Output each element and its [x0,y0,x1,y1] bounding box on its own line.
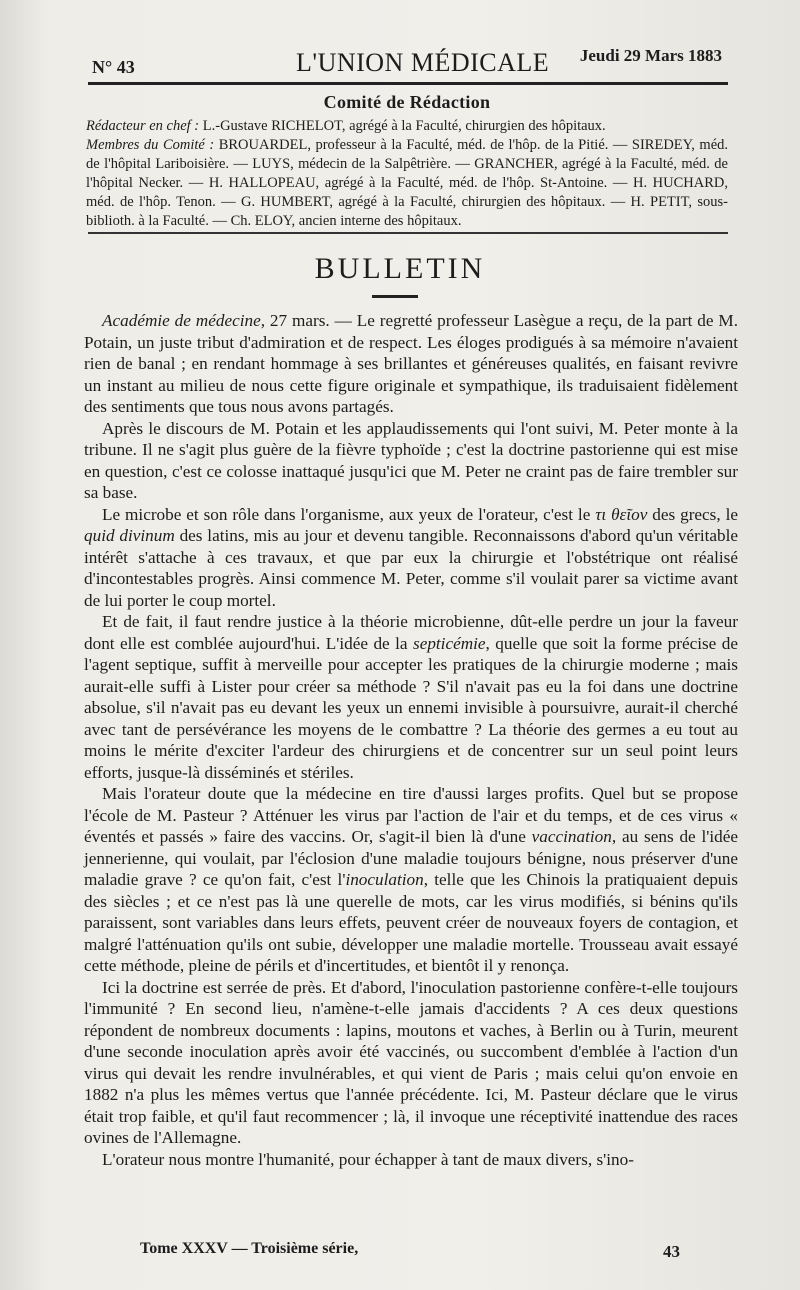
paragraph-text: Ici la doctrine est serrée de près. Et d'abord, l'inoculation pastorienne confère-t-elle toujours l'immunité ? En second lieu, n'amène-t-elle jamais d'accidents ? A ces deux questions répondent de nombreux documents : lapins, moutons et vaches, à Berlin ou à Turin, meurent d'une seconde inoculation après avoir été vaccinés, ou succombent d'emblée à l'action d'un virus qui devait les rendre invulnérables, et qui vient de Paris ; mais celui qu'on envoie en 1882 n'a plus les mêmes vertus que l'année précédente. Ici, M. Pasteur déclare que le virus était trop faible, et qu'il faut recommencer ; là, il invoque une réceptivité inattendue des races ovines de l'Allemagne. [84,977,738,1147]
tome-line: Tome XXXV — Troisième série, [140,1240,359,1257]
paragraph [84,611,738,783]
chief-editor-line [86,117,728,136]
paragraph [84,783,738,977]
editorial-committee [86,92,728,231]
committee-title: Comité de Rédaction [323,92,491,112]
issue-date: Jeudi 29 Mars 1883 [579,46,722,65]
page-number: 43 [663,1242,680,1261]
page-footer [140,1240,690,1264]
journal-title: L'UNION MÉDICALE [296,48,550,77]
latin-phrase: quid divinum [84,526,175,545]
rubric: Académie de médecine, [102,311,265,330]
paragraph-text: , telle que les Chinois la pratiquaient depuis des siècles ; et ce n'est pas là une querelle de mots, car les virus modifiés, si bénins qu'ils paraissent, sont variables dans leurs effets, peuvent créer de nouveaux foyers de contagion, et malgré l'atténuation qu'ils ont subie, développer une maladie mortelle. Trousseau avait essayé cette méthode, pleine de périls et d'incertitudes, et bientôt il y renonça. [84,870,738,975]
paragraph-text: Et de fait, il faut rendre justice à la théorie microbienne, dût-elle perdre un jour la faveur dont elle est comblée aujourd'hui. L'idée de la [84,612,738,653]
emphasis: vaccination [531,827,612,846]
chief-label: Rédacteur en chef : [86,118,200,134]
committee-rule [88,232,728,234]
header-rule [88,82,728,85]
paragraph [84,504,738,612]
masthead [88,42,728,82]
paragraph [84,1149,738,1171]
greek-phrase: τι θεῖον [595,504,648,524]
paragraph-text: des latins, mis au jour et devenu tangible. Reconnaissons d'abord qu'un véritable intérêt s'attache à ces travaux, et que par eux la chirurgie et l'obstétrique ont réalisé d'incontestables progrès. Ainsi commence M. Peter, comme s'il voulait parer sa victime avant de lui porter le coup mortel. [84,526,738,610]
paragraph [84,310,738,418]
paragraph-text: L'orateur nous montre l'humanité, pour échapper à tant de maux divers, s'ino- [102,1149,634,1169]
article-body [84,310,738,1170]
paragraph [84,418,738,504]
paragraph [84,977,738,1149]
paragraph-text: Après le discours de M. Potain et les applaudissements qui l'ont suivi, M. Peter monte à la tribune. Il ne s'agit plus guère de la fièvre typhoïde ; c'est la doctrine pastorienne qui est mise en question, c'est ce colosse inattaqué jusqu'ici que M. Peter ne craint pas de faire trembler sur sa base. [84,418,738,502]
members-line [86,136,728,231]
paragraph-text: Mais l'orateur doute que la médecine en tire d'aussi larges profits. Quel but se propose l'école de M. Pasteur ? Atténuer les virus par l'action de l'air et du temps, et de ces virus « éventés et passés » faire des vaccins. Or, s'agit-il bien là d'une [84,784,738,846]
paragraph-text: , au sens de l'idée jennerienne, qui voulait, par l'éclosion d'une maladie toujours bénigne, nous préserver d'une maladie grave ? ce qu'on fait, c'est l' [84,827,738,889]
members-text: BROUARDEL, professeur à la Faculté, méd. de l'hôp. de la Pitié. — SIREDEY, méd. de l'hôpital Lariboisière. — LUYS, médecin de la Salpêtrière. — GRANCHER, agrégé à la Faculté, méd. de l'hôpital Necker. — H. HALLOPEAU, agrégé à la Faculté, méd. de l'hôp. St-Antoine. — H. HUCHARD, méd. de l'hôp. Tenon. — G. HUMBERT, agrégé à la Faculté, chirurgien des hôpitaux. — H. PETIT, sous-biblioth. à la Faculté. — Ch. ELOY, ancien interne des hôpitaux. [86,137,729,229]
issue-number: N° 43 [92,57,135,77]
emphasis: inoculation [345,870,424,889]
paragraph-text: des grecs, le [647,504,738,524]
section-rule [372,295,418,298]
section-title: BULLETIN [314,252,486,285]
paragraph-text: Le microbe et son rôle dans l'organisme, aux yeux de l'orateur, c'est le [102,504,596,524]
paragraph-text: , quelle que soit la forme précise de l'agent septique, suffit à merveille pour accepter les pratiques de la chirurgie moderne ; mais aurait-elle suffi à Lister pour créer sa méthode ? S'il n'avait pas eu la foi dans une doctrine absolue, s'il n'avait pas eu devant les yeux un ennemi invisible à poursuivre, aurait-il cherché avec tant de persévérance les moyens de le combattre ? La théorie des germes a eu tout au moins le mérite d'exciter l'ardeur des chirurgiens et de concentrer sur un seul point leurs efforts, jusque-là disséminés et stériles. [84,633,738,782]
emphasis: septicémie [413,633,486,653]
chief-text: L.-Gustave RICHELOT, agrégé à la Faculté, chirurgien des hôpitaux. [202,118,606,134]
paragraph-text: 27 mars. — Le regretté professeur Lasègue a reçu, de la part de M. Potain, un juste tribut d'admiration et de respect. Les éloges prodigués à sa mémoire n'avaient rien de banal ; en rendant hommage à ses brillantes et généreuses qualités, en faisant revivre un instant au milieu de nous cette figure originale et sympathique, ils traduisaient fidèlement des sentiments que tous nous avons partagés. [84,311,738,416]
members-label: Membres du Comité : [86,137,215,153]
